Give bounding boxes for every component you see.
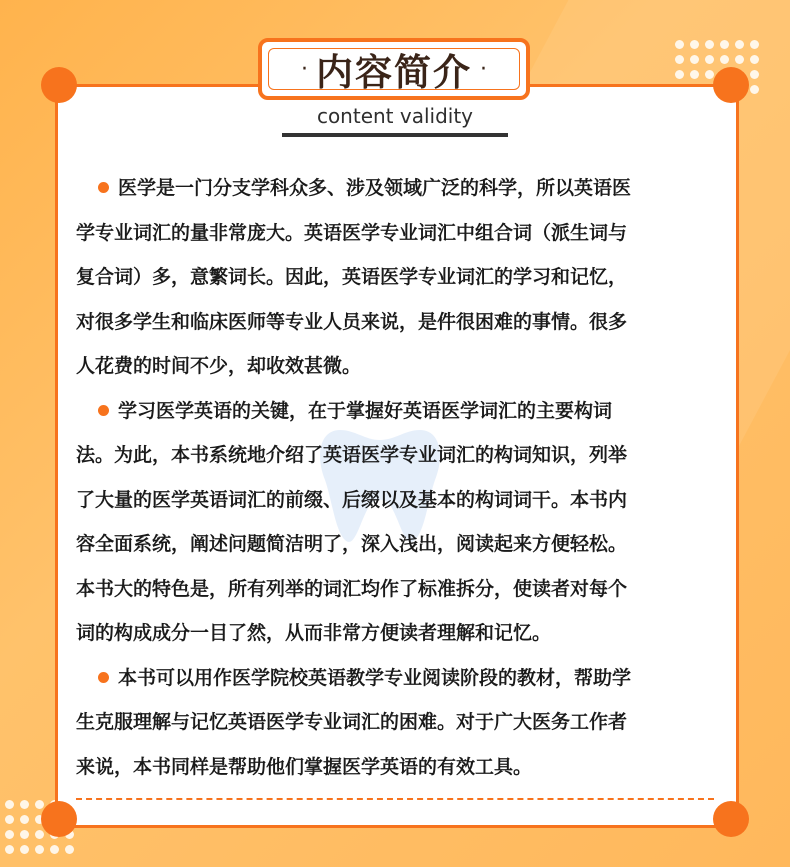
subtitle-underline <box>282 133 508 137</box>
line-text: 医学是一门分支学科众多、涉及领域广泛的科学，所以英语医 <box>118 177 632 199</box>
paragraph-line: 容全面系统，阐述问题简洁明了，深入浅出，阅读起来方便轻松。 <box>76 533 628 555</box>
card-corner-decoration <box>713 801 749 837</box>
paragraph-line: 人花费的时间不少，却收效甚微。 <box>76 355 362 377</box>
paragraph-1 <box>76 166 724 389</box>
bullet-dot-icon <box>98 405 109 416</box>
bullet-dot-icon <box>98 182 109 193</box>
paragraph-line <box>76 656 724 701</box>
line-text: 本书可以用作医学院校英语教学专业阅读阶段的教材，帮助学 <box>118 666 632 689</box>
paragraph-line: 复合词）多，意繁词长。因此，英语医学专业词汇的学习和记忆， <box>76 266 628 288</box>
title-dot: · <box>301 56 308 82</box>
card-corner-decoration <box>41 801 77 837</box>
bullet-dot-icon <box>98 672 109 683</box>
paragraph-line: 对很多学生和临床医师等专业人员来说，是件很困难的事情。很多 <box>76 310 628 333</box>
line-text: 学习医学英语的关键，在于掌握好英语医学词汇的主要构词 <box>118 399 613 422</box>
paragraph-line: 词的构成成分一目了然，从而非常方便读者理解和记忆。 <box>76 622 552 644</box>
paragraph-line: 了大量的医学英语词汇的前缀、后缀以及基本的构词词干。本书内 <box>76 488 628 511</box>
paragraph-line: 学专业词汇的量非常庞大。英语医学专业词汇中组合词（派生词与 <box>76 221 628 244</box>
card-corner-decoration <box>713 67 749 103</box>
section-subtitle: content validity <box>316 104 474 128</box>
section-title: 内容简介 <box>316 51 472 94</box>
paragraph-2 <box>76 389 724 656</box>
intro-content <box>76 166 724 789</box>
paragraph-line: 生克服理解与记忆英语医学专业词汇的困难。对于广大医务工作者 <box>76 711 628 733</box>
paragraph-3 <box>76 656 724 790</box>
title-dot: · <box>480 56 487 82</box>
section-title-box <box>258 38 530 100</box>
paragraph-line: 法。为此，本书系统地介绍了英语医学专业词汇的构词知识，列举 <box>76 444 628 466</box>
dashed-divider <box>76 798 714 800</box>
paragraph-line: 来说，本书同样是帮助他们掌握医学英语的有效工具。 <box>76 755 533 778</box>
paragraph-line: 本书大的特色是，所有列举的词汇均作了标准拆分，使读者对每个 <box>76 577 628 600</box>
card-corner-decoration <box>41 67 77 103</box>
paragraph-line <box>76 166 724 211</box>
paragraph-line <box>76 389 724 434</box>
